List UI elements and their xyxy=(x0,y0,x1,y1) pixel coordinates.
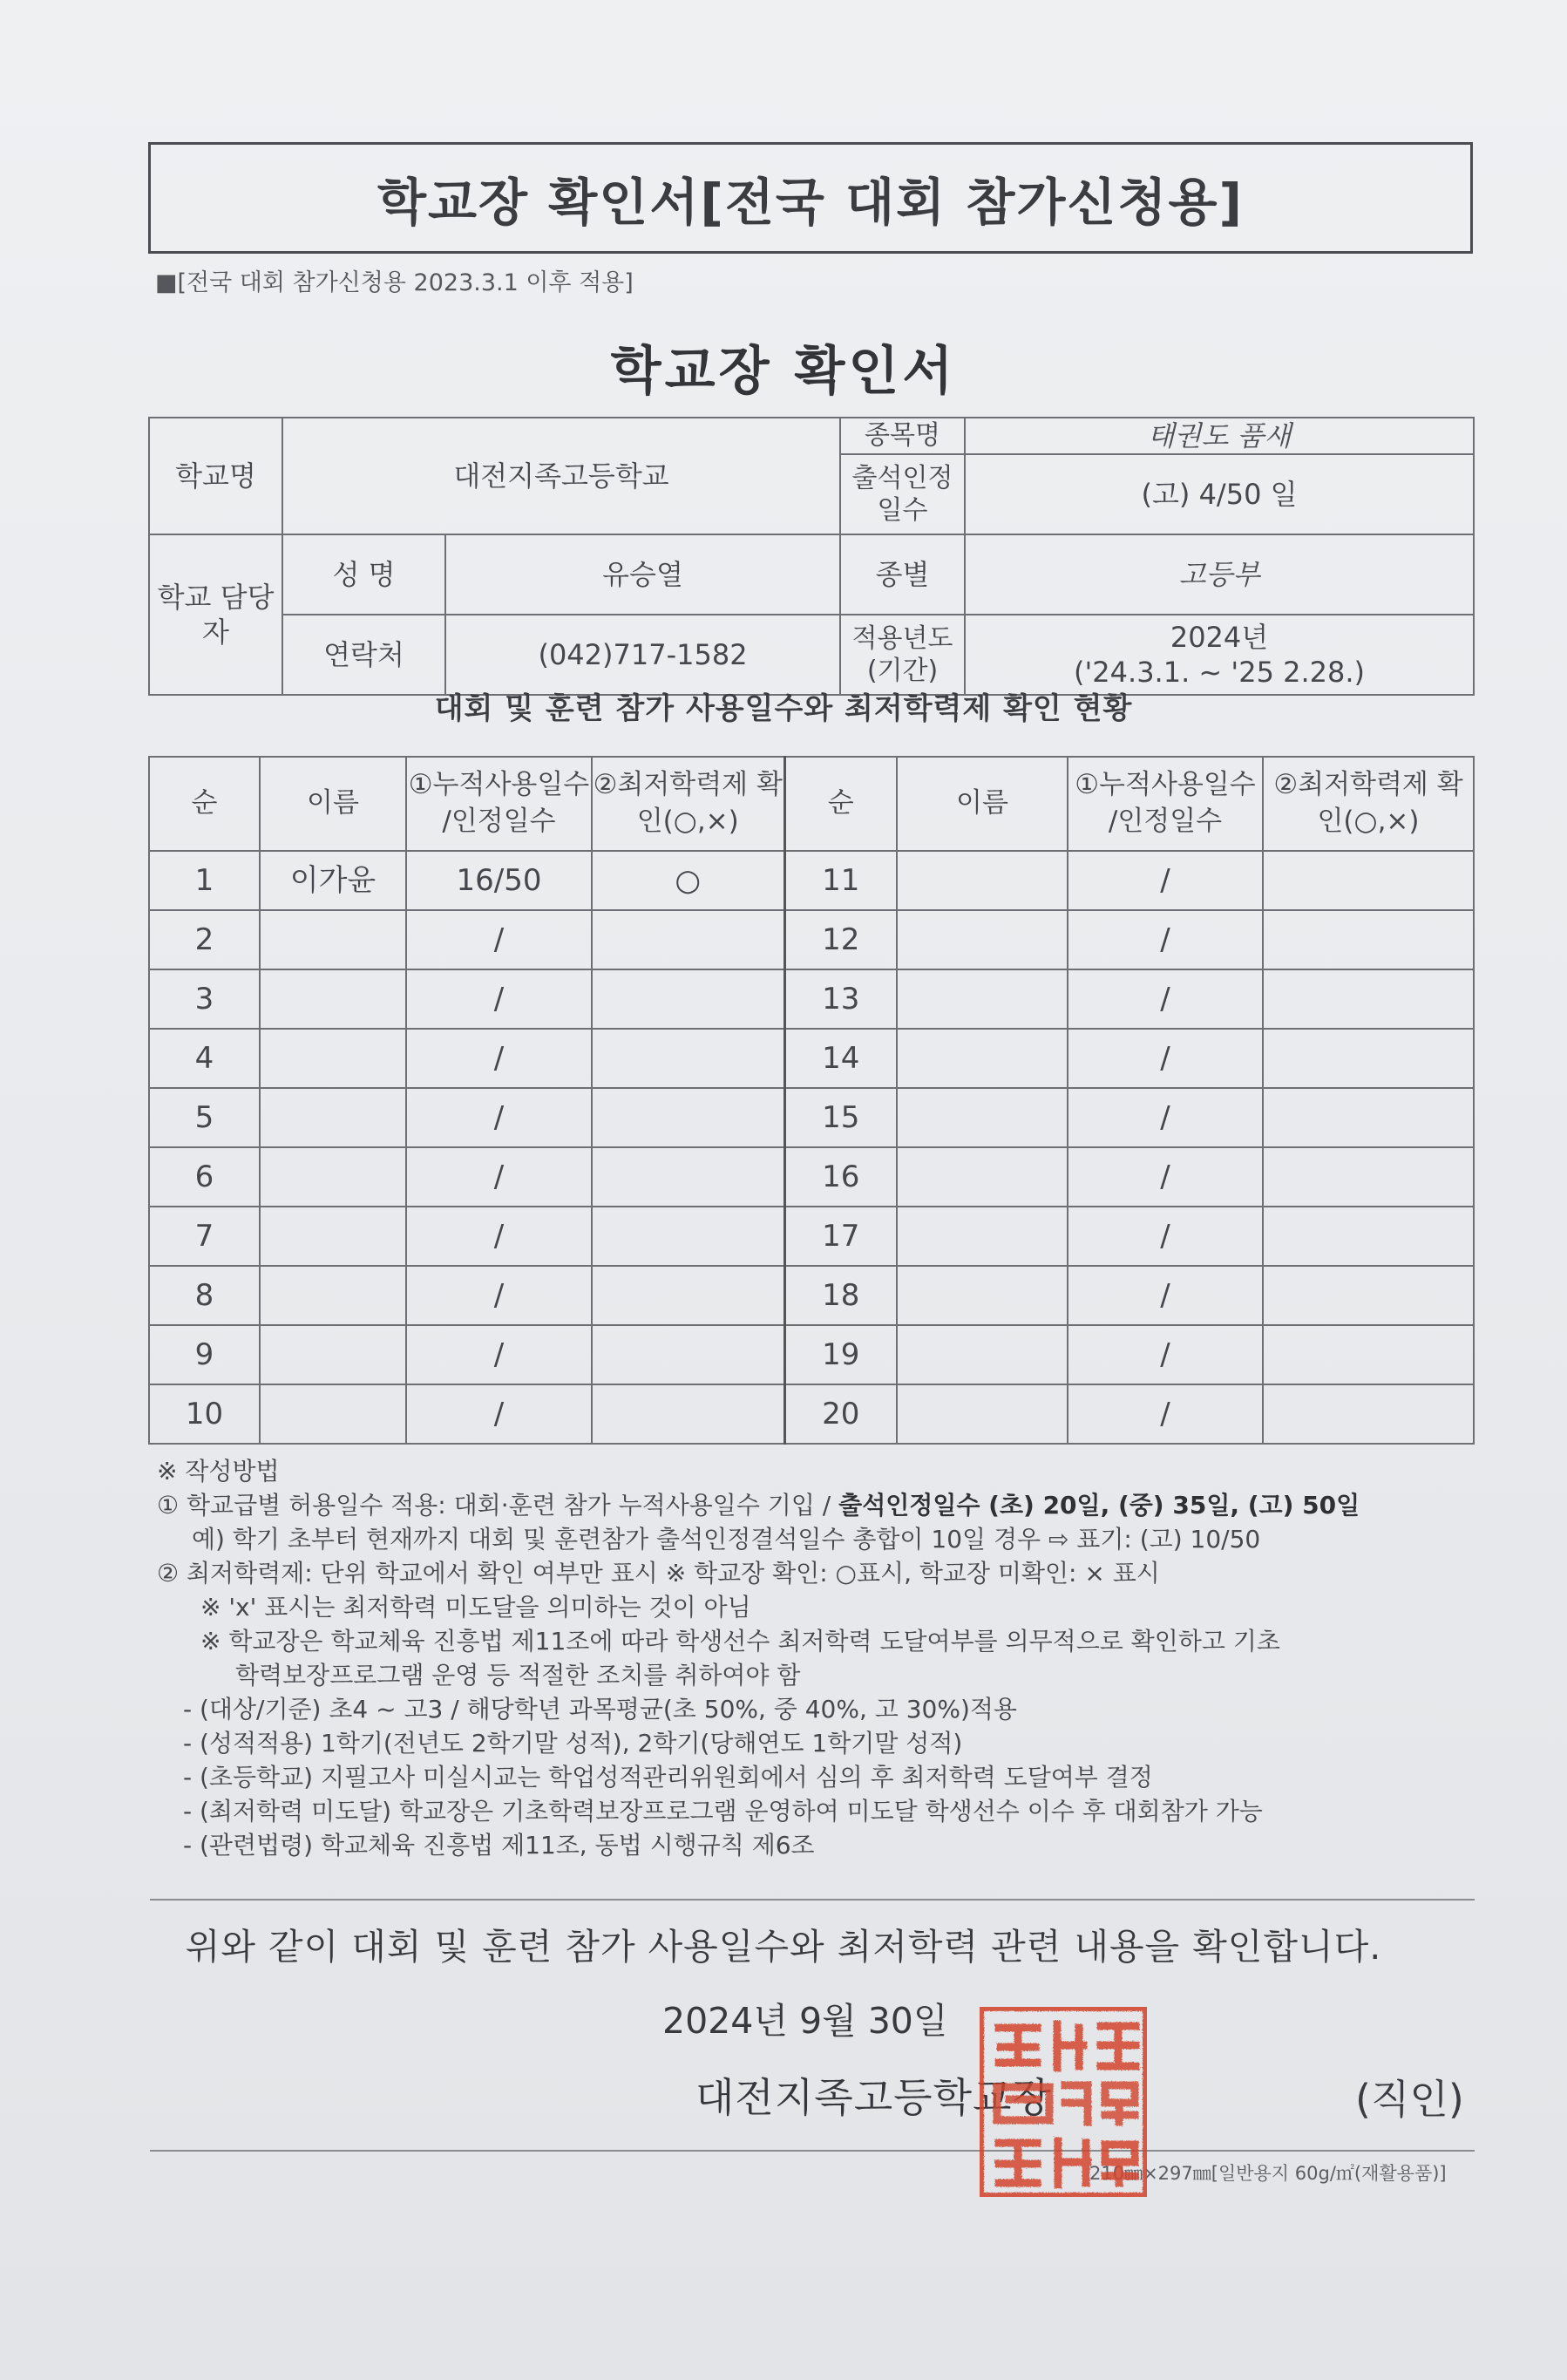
accumulated-days: / xyxy=(406,1029,592,1088)
school-name-label: 학교명 xyxy=(149,418,282,534)
document-title-box xyxy=(148,142,1473,254)
row-number: 8 xyxy=(149,1266,260,1325)
row-number: 2 xyxy=(149,910,260,969)
principal-name: 대전지족고등학교장 xyxy=(695,2074,1052,2121)
roster-table xyxy=(148,756,1475,1445)
student-name xyxy=(897,1207,1068,1266)
accumulated-days: 16/50 xyxy=(406,851,592,910)
paper-spec-footer: 210㎜×297㎜[일반용지 60g/㎡(재활용품)] xyxy=(1089,2163,1447,2184)
student-name xyxy=(260,1147,406,1207)
student-name xyxy=(897,1147,1068,1207)
apply-year-label: 적용년도 (기간) xyxy=(840,615,965,695)
row-number: 13 xyxy=(784,969,897,1029)
note-2-sub-1: ※ 'x' 표시는 최저학력 미도달을 의미하는 것이 아님 xyxy=(200,1593,751,1622)
header-days: ①누적사용일수 /인정일수 xyxy=(406,757,592,851)
student-name xyxy=(897,1266,1068,1325)
accumulated-days: / xyxy=(1068,1266,1263,1325)
student-name xyxy=(260,1266,406,1325)
accumulated-days: / xyxy=(1068,910,1263,969)
row-number: 15 xyxy=(784,1088,897,1147)
row-number: 20 xyxy=(784,1384,897,1444)
row-number: 11 xyxy=(784,851,897,910)
min-academic-check xyxy=(1263,851,1474,910)
table-row xyxy=(149,1325,1474,1384)
note-2: ② 최저학력제: 단위 학교에서 확인 여부만 표시 ※ 학교장 확인: ○표시, 학교장 미확인: × 표시 xyxy=(157,1559,1160,1588)
row-number: 9 xyxy=(149,1325,260,1384)
accumulated-days: / xyxy=(406,910,592,969)
note-bullet-1: - (대상/기준) 초4 ~ 고3 / 해당학년 과목평균(초 50%, 중 40%, 고 30%)적용 xyxy=(183,1695,1017,1724)
accumulated-days: / xyxy=(1068,1088,1263,1147)
min-academic-check: ○ xyxy=(592,851,784,910)
sport-value: 태권도 품새 xyxy=(965,418,1474,454)
student-name xyxy=(897,910,1068,969)
min-academic-check xyxy=(1263,910,1474,969)
manager-name-label: 성 명 xyxy=(282,534,445,615)
header-no: 순 xyxy=(149,757,260,851)
note-1-bold: 출석인정일수 (초) 20일, (중) 35일, (고) 50일 xyxy=(838,1491,1360,1520)
table-row xyxy=(149,851,1474,910)
sport-label: 종목명 xyxy=(840,418,965,454)
note-2-sub-2-cont: 학력보장프로그램 운영 등 적절한 조치를 취하여야 함 xyxy=(235,1661,801,1690)
accumulated-days: / xyxy=(1068,1147,1263,1207)
min-academic-check xyxy=(1263,1147,1474,1207)
writing-instructions xyxy=(157,1454,1482,1862)
min-academic-check xyxy=(592,1266,784,1325)
table-row xyxy=(149,1266,1474,1325)
min-academic-check xyxy=(1263,1266,1474,1325)
row-number: 5 xyxy=(149,1088,260,1147)
min-academic-check xyxy=(592,1207,784,1266)
note-bullet-5: - (관련법령) 학교체육 진흥법 제11조, 동법 시행규칙 제6조 xyxy=(183,1831,815,1860)
student-name xyxy=(897,969,1068,1029)
accumulated-days: / xyxy=(1068,1325,1263,1384)
min-academic-check xyxy=(592,1325,784,1384)
table-row xyxy=(149,1088,1474,1147)
header-days: ①누적사용일수 /인정일수 xyxy=(1068,757,1263,851)
student-name xyxy=(260,1207,406,1266)
table-row xyxy=(149,1029,1474,1088)
row-number: 18 xyxy=(784,1266,897,1325)
official-seal-stamp xyxy=(974,2002,1152,2202)
accumulated-days: / xyxy=(1068,969,1263,1029)
row-number: 1 xyxy=(149,851,260,910)
row-number: 3 xyxy=(149,969,260,1029)
row-number: 7 xyxy=(149,1207,260,1266)
min-academic-check xyxy=(1263,1384,1474,1444)
student-name xyxy=(897,1088,1068,1147)
min-academic-check xyxy=(592,1147,784,1207)
row-number: 19 xyxy=(784,1325,897,1384)
student-name xyxy=(897,1384,1068,1444)
min-academic-check xyxy=(1263,1325,1474,1384)
roster-caption: 대회 및 훈련 참가 사용일수와 최저학력제 확인 현황 xyxy=(434,691,1133,726)
note-1-text: ① 학교급별 허용일수 적용: 대회·훈련 참가 누적사용일수 기입 / xyxy=(157,1491,839,1520)
manager-contact-label: 연락처 xyxy=(282,615,445,695)
row-number: 16 xyxy=(784,1147,897,1207)
note-bullet-4: - (최저학력 미도달) 학교장은 기초학력보장프로그램 운영하여 미도달 학생선수 이수 후 대회참가 가능 xyxy=(183,1797,1263,1826)
accumulated-days: / xyxy=(406,1384,592,1444)
divider xyxy=(150,1899,1475,1901)
accumulated-days: / xyxy=(1068,1029,1263,1088)
min-academic-check xyxy=(592,910,784,969)
school-name-value: 대전지족고등학교 xyxy=(282,418,840,534)
page-title: 학교장 확인서 xyxy=(610,341,957,402)
min-academic-check xyxy=(1263,1088,1474,1147)
accumulated-days: / xyxy=(1068,1207,1263,1266)
table-row xyxy=(149,969,1474,1029)
header-check: ②최저학력제 확인(○,×) xyxy=(1263,757,1474,851)
table-row xyxy=(149,910,1474,969)
main-title: 학교장 확인서[전국 대회 참가신청용] xyxy=(376,173,1244,232)
min-academic-check xyxy=(1263,969,1474,1029)
note-1-example: 예) 학기 초부터 현재까지 대회 및 훈련참가 출석인정결석일수 총합이 10일 경우 ⇨ 표기: (고) 10/50 xyxy=(192,1525,1261,1554)
student-name xyxy=(897,851,1068,910)
header-name: 이름 xyxy=(897,757,1068,851)
accumulated-days: / xyxy=(406,1147,592,1207)
student-name xyxy=(260,969,406,1029)
manager-name-value: 유승열 xyxy=(445,534,840,615)
accumulated-days: / xyxy=(406,1088,592,1147)
table-row xyxy=(149,1207,1474,1266)
student-name: 이가윤 xyxy=(260,851,406,910)
note-1 xyxy=(157,1488,1482,1522)
student-name xyxy=(897,1029,1068,1088)
applicable-note: ■[전국 대회 참가신청용 2023.3.1 이후 적용] xyxy=(155,269,634,296)
accumulated-days: / xyxy=(406,1266,592,1325)
row-number: 12 xyxy=(784,910,897,969)
header-name: 이름 xyxy=(260,757,406,851)
school-info-table xyxy=(148,417,1475,696)
min-academic-check xyxy=(592,1384,784,1444)
apply-year-value: 2024년 xyxy=(1170,621,1269,654)
row-number: 17 xyxy=(784,1207,897,1266)
student-name xyxy=(897,1325,1068,1384)
min-academic-check xyxy=(1263,1207,1474,1266)
notes-title: ※ 작성방법 xyxy=(157,1457,280,1486)
apply-year-cell xyxy=(965,615,1474,695)
note-2-sub-2: ※ 학교장은 학교체육 진흥법 제11조에 따라 학생선수 최저학력 도달여부를 의무적으로 확인하고 기초 xyxy=(200,1627,1280,1656)
division-value: 고등부 xyxy=(965,534,1474,615)
accumulated-days: / xyxy=(406,969,592,1029)
attendance-days-value: (고) 4/50 일 xyxy=(965,454,1474,534)
min-academic-check xyxy=(592,969,784,1029)
accumulated-days: / xyxy=(406,1207,592,1266)
row-number: 6 xyxy=(149,1147,260,1207)
confirmation-statement: 위와 같이 대회 및 훈련 참가 사용일수와 최저학력 관련 내용을 확인합니다. xyxy=(185,1926,1382,1968)
manager-label: 학교 담당자 xyxy=(149,534,282,695)
division-label: 종별 xyxy=(840,534,965,615)
student-name xyxy=(260,1029,406,1088)
apply-period-value: ('24.3.1. ~ '25 2.28.) xyxy=(1074,656,1365,689)
student-name xyxy=(260,1384,406,1444)
note-bullet-3: - (초등학교) 지필고사 미실시교는 학업성적관리위원회에서 심의 후 최저학력 도달여부 결정 xyxy=(183,1763,1153,1792)
header-check: ②최저학력제 확인(○,×) xyxy=(592,757,784,851)
seal-label: (직인) xyxy=(1355,2076,1464,2123)
accumulated-days: / xyxy=(406,1325,592,1384)
manager-contact-value: (042)717-1582 xyxy=(445,615,840,695)
row-number: 10 xyxy=(149,1384,260,1444)
table-row xyxy=(149,1384,1474,1444)
student-name xyxy=(260,1088,406,1147)
issue-date: 2024년 9월 30일 xyxy=(662,2000,948,2042)
row-number: 14 xyxy=(784,1029,897,1088)
attendance-days-label: 출석인정 일수 xyxy=(840,454,965,534)
min-academic-check xyxy=(592,1029,784,1088)
roster-header-row xyxy=(149,757,1474,851)
divider xyxy=(150,2150,1475,2152)
header-no: 순 xyxy=(784,757,897,851)
table-row xyxy=(149,1147,1474,1207)
student-name xyxy=(260,1325,406,1384)
row-number: 4 xyxy=(149,1029,260,1088)
min-academic-check xyxy=(592,1088,784,1147)
accumulated-days: / xyxy=(1068,851,1263,910)
min-academic-check xyxy=(1263,1029,1474,1088)
accumulated-days: / xyxy=(1068,1384,1263,1444)
note-bullet-2: - (성적적용) 1학기(전년도 2학기말 성적), 2학기(당해연도 1학기말 성적) xyxy=(183,1729,963,1758)
student-name xyxy=(260,910,406,969)
